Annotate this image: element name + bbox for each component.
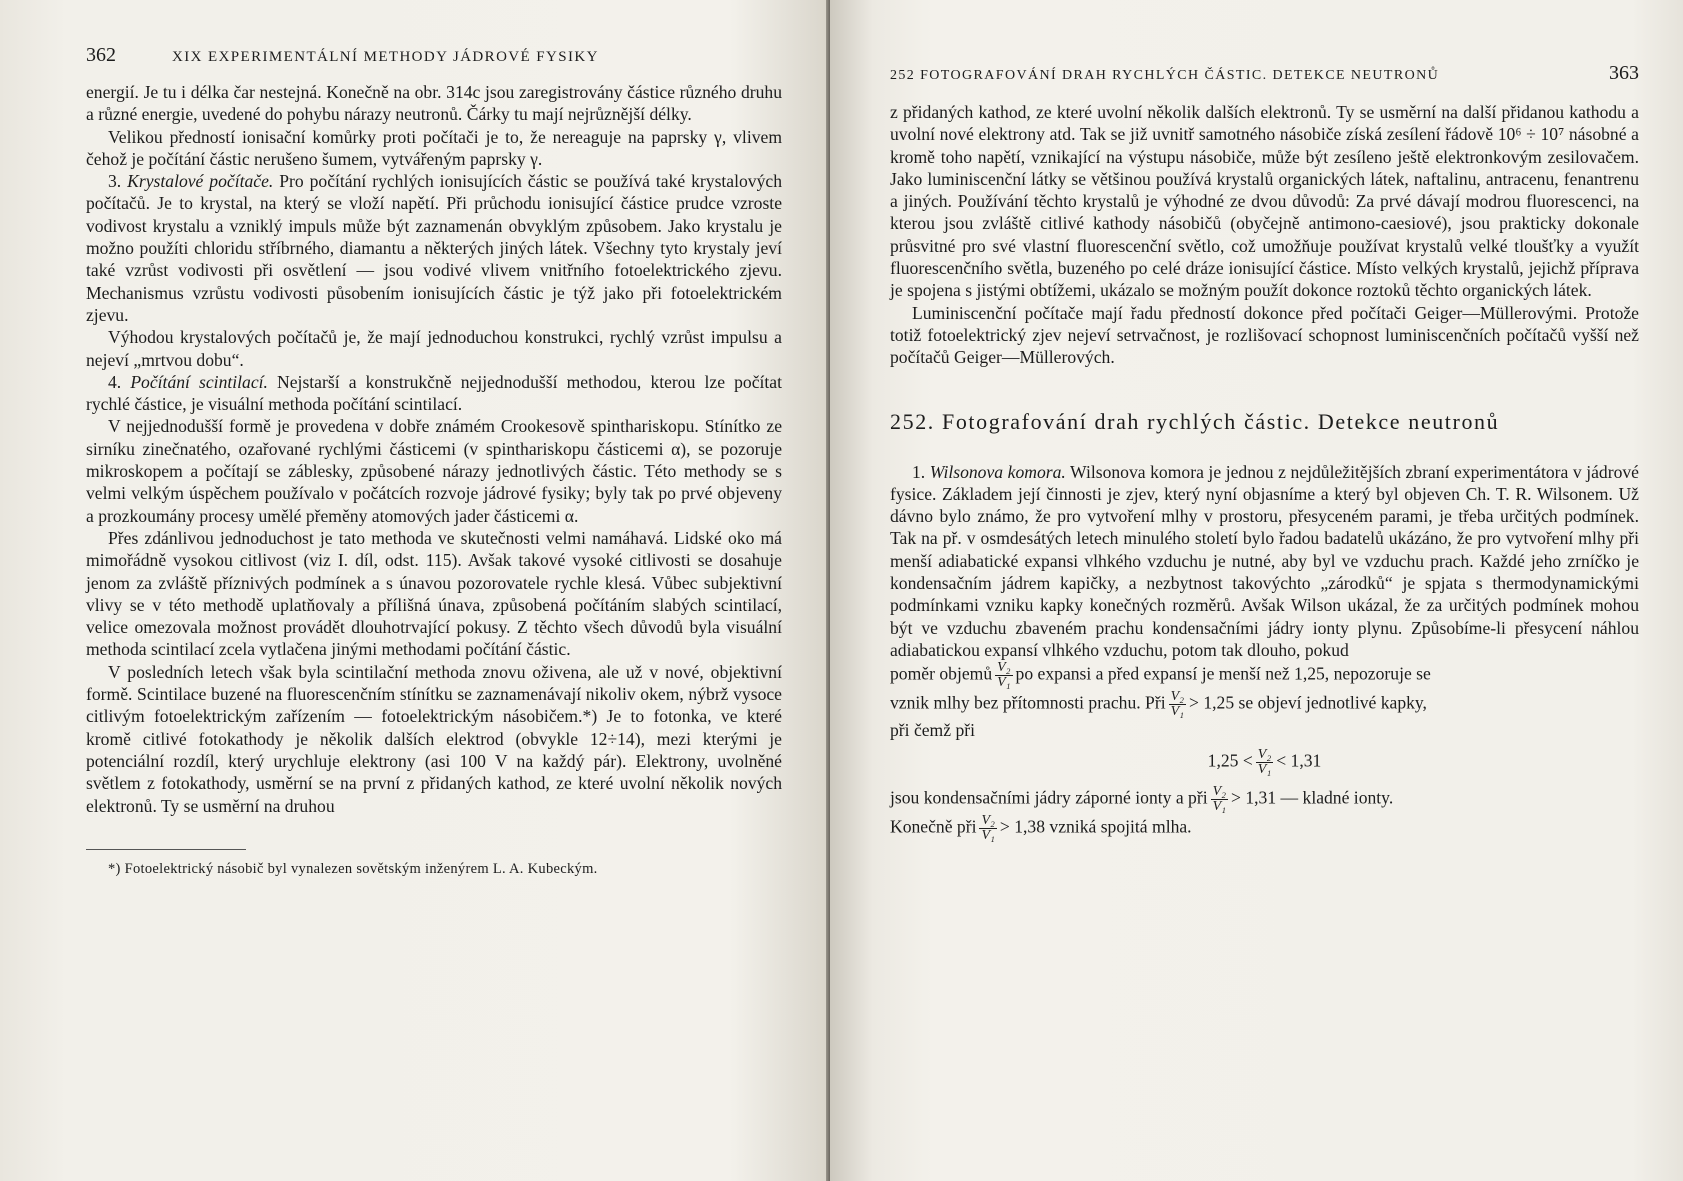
left-running-title: XIX EXPERIMENTÁLNÍ METHODY JÁDROVÉ FYSIKY: [172, 49, 599, 65]
text-run: Konečně při: [890, 816, 977, 837]
fraction-numerator: V₂: [1170, 689, 1185, 705]
paragraph: V posledních letech však byla scintilační methoda znovu oživena, ale už v nové, objektivní formě. Scintilace buzené na fluorescenčním stínítku se zaznamenávají nikoliv okem, nýbrž vysoce citlivým fotoelektrickým zařízením — fotoelektrickým násobičem.*) Je to fotonka, ve které kromě citlivé fotokathody je několik dalších elektrod (obvykle 12÷14), mezi kterými je potenciální rozdíl, který urychluje elektrony (asi 100 V na každý pár). Elektrony, uvolněné světlem z fotokathody, usměrní se na první z přidaných kathod, ze které uvolní několik nových elektronů. Ty se usměrní na druhou: [86, 661, 782, 816]
right-page: [830, 0, 1683, 1181]
paragraph: [890, 461, 1639, 662]
item-number: 3.: [108, 171, 122, 192]
formula-line: [890, 690, 1639, 719]
footnote-rule: [86, 849, 246, 850]
display-formula: [890, 748, 1639, 777]
text-run: < 1,31: [1276, 750, 1322, 771]
paragraph: energií. Je tu i délka čar nestejná. Konečně na obr. 314c jsou zaregistrovány částice různého druhu a různé energie, uvedené do pohybu nárazy neutronů. Čárky tu mají nejrůznější délky.: [86, 82, 782, 125]
item-title: Wilsonova komora.: [929, 461, 1066, 482]
fraction-denominator: V₁: [1212, 798, 1227, 814]
paragraph: Výhodou krystalových počítačů je, že mají jednoduchou konstrukci, rychlý vzrůst impulsu a nejeví „mrtvou dobu“.: [86, 327, 782, 370]
volume-ratio: [1211, 785, 1228, 814]
paragraph: Velikou předností ionisační komůrky proti počítači je to, že nereaguje na paprsky γ, vlivem čehož je počítání částic nerušeno šumem, vytvářeným paprsky γ.: [86, 126, 782, 169]
fraction-denominator: V₁: [1170, 704, 1185, 720]
text-run: 1,25 <: [1207, 750, 1253, 771]
item-text: Pro počítání rychlých ionisujících částic se používá také krystalových počítačů. Je to krystal, na který se vloží napětí. Při průchodu ionisující částice prudce vzroste vodivost krystalu a vzniklý impuls může být zaznamenán obvyklým způsobem. Jako krystalu je možno použíti chloridu stříbrného, diamantu a některých jiných látek. Všechny tyto krystaly jeví také vzrůst vodivosti při osvětlení — jsou vodivé vlivem vnitřního fotoelektrického zjevu. Mechanismus vzrůstu vodivosti působením ionisujících částic je týž jako při fotoelektrickém zjevu.: [86, 171, 783, 325]
item-number: 1.: [912, 461, 926, 482]
paragraph: V nejjednodušší formě je provedena v dobře známém Crookesově spinthariskopu. Stínítko ze sirníku zinečnatého, ozařované rychlými částicemi (v spinthariskopu částicemi α), se pozoruje mikroskopem a počítají se záblesky, způsobené nárazy jednotlivých částic. Této methody se s velmi velkým úspěchem používalo v počátcích rozvoje jádrové fysiky; byly tak po prvé objeveny a prozkoumány procesy umělé přeměny atomových jader částicemi α.: [86, 416, 782, 526]
formula-line: [890, 661, 1639, 690]
left-running-head: [86, 44, 782, 67]
item-text: Wilsonova komora je jednou z nejdůležitějších zbraní experimentátora v jádrové fysice. Základem její činnosti je zjev, který nyní objasníme a který byl objeven Ch. T. R. Wilsonem. Už dávno bylo známo, že pro vytvoření mlhy v prostoru, přesyceném parami, je třeba určitých podmínek. Tak na př. v osmdesátých letech minulého století bylo řadou badatelů ukázáno, že pro vytvoření mlhy při menší adiabatické expansi vlhkého vzduchu je nutné, aby byl ve vzduchu prach. Každé jeho zrníčko je kondensačním jádrem kapičky, a nezbytnost takovýchto „zárodků“ je spjata s thermodynamickými podmínkami vzniku kapky konečných rozměrů. Avšak Wilson ukázal, že za určitých podmínek mohou být ve vzduchu zbaveném prachu kondensačními jádry ionty plynu. Způsobíme-li přesycení náhlou adiabatickou expansí vlhkého vzduchu, potom tak dlouho, pokud: [890, 461, 1639, 660]
right-page-number: 363: [1609, 62, 1639, 84]
fraction-denominator: V₁: [997, 675, 1011, 691]
text-run: poměr objemů: [890, 663, 993, 684]
fraction-denominator: V₁: [981, 827, 995, 843]
section-heading: 252. Fotografování drah rychlých částic. Detekce neutronů: [890, 408, 1500, 434]
text-run: jsou kondensačními jádry záporné ionty a při: [890, 787, 1208, 808]
right-running-title: 252 FOTOGRAFOVÁNÍ DRAH RYCHLÝCH ČÁSTIC. DETEKCE NEUTRONŮ: [890, 68, 1440, 83]
paragraph: z přidaných kathod, ze které uvolní několik dalších elektronů. Ty se usměrní na další přidanou kathodu a uvolní nové elektrony atd. Tak se již uvnitř samotného násobiče získá zesílení řádově 10⁶ ÷ 10⁷ násobné a kromě toho napětí, vznikající na výstupu násobiče, může být zesíleno ještě elektronkovým zesilovačem. Jako luminiscenční látky se většinou používá krystalů organických látek, naftalinu, antracenu, fenantrenu a jiných. Používání těchto krystalů je výhodné ze dvou důvodů: Za prvé dávají modrou fluorescenci, na kterou jsou zvláště citlivé kathody násobičů (obyčejně antimono-caesiové), jsou prakticky dokonale průsvitné pro své vlastní fluorescenční světlo, což umožňuje používat krystalů velké tloušťky a využít fluorescenčního světla, buzeného po celé dráze ionisující částice. Místo velkých krystalů, jejichž příprava je spojena s jistými obtížemi, ukázalo se možným použít dokonce roztoků těchto organických látek.: [890, 102, 1639, 301]
volume-ratio: [995, 661, 1012, 690]
text-run: po expansi a před expansí je menší než 1,25, nepozoruje se: [1015, 663, 1431, 684]
footnote: *) Fotoelektrický násobič byl vynalezen sovětským inženýrem L. A. Kubeckým.: [108, 860, 598, 877]
paragraph: při čemž při: [890, 720, 975, 741]
left-page-number: 362: [86, 44, 116, 66]
text-run: vznik mlhy bez přítomnosti prachu. Při: [890, 692, 1166, 713]
item-text: Nejstarší a konstrukčně nejjednodušší methodou, kterou lze počítat rychlé částice, je visuální methoda počítání scintilací.: [86, 371, 782, 415]
fraction-denominator: V₁: [1257, 761, 1272, 777]
volume-ratio: [1169, 690, 1186, 719]
item-title: Krystalové počítače.: [127, 171, 274, 192]
fraction-numerator: V₂: [1257, 746, 1272, 762]
left-page: [0, 0, 830, 1181]
text-run: > 1,25 se objeví jednotlivé kapky,: [1189, 692, 1427, 713]
volume-ratio: [979, 814, 996, 843]
item-number: 4.: [108, 371, 122, 392]
paragraph: Luminiscenční počítače mají řadu předností dokonce před počítači Geiger—Müllerovými. Protože totiž fotoelektrický zjev nejeví setrvačnost, je rozlišovací schopnost luminiscenčních počítačů vyšší než počítačů Geiger—Müllerových.: [890, 302, 1639, 368]
fraction-numerator: V₂: [981, 812, 995, 828]
fraction-numerator: V₂: [997, 660, 1011, 676]
volume-ratio: [1256, 748, 1273, 777]
text-run: > 1,31 — kladné ionty.: [1231, 787, 1394, 808]
paragraph: [86, 371, 782, 416]
paragraph: Přes zdánlivou jednoduchost je tato methoda ve skutečnosti velmi namáhavá. Lidské oko má mimořádně vysokou citlivost (viz I. díl, odst. 115). Avšak takové vysoké citlivosti se dosahuje jenom za zvláště příznivých podmínek a s únavou pozorovatele rychle klesá. Vůbec subjektivní vlivy se v této methodě uplatňovaly a přílišná únava, způsobená počítáním slabých scintilací, velice omezovala možnost provádět dlouhotrvající pokusy. Z těchto všech důvodů byla visuální methoda scintilací zcela vytlačena jinými methodami počítání částic.: [86, 527, 782, 660]
formula-line: [890, 785, 1639, 814]
formula-line: [890, 814, 1639, 843]
fraction-numerator: V₂: [1212, 783, 1227, 799]
right-running-head: [890, 62, 1639, 85]
item-title: Počítání scintilací.: [130, 371, 268, 392]
text-run: > 1,38 vzniká spojitá mlha.: [999, 816, 1192, 837]
paragraph: [86, 170, 782, 326]
